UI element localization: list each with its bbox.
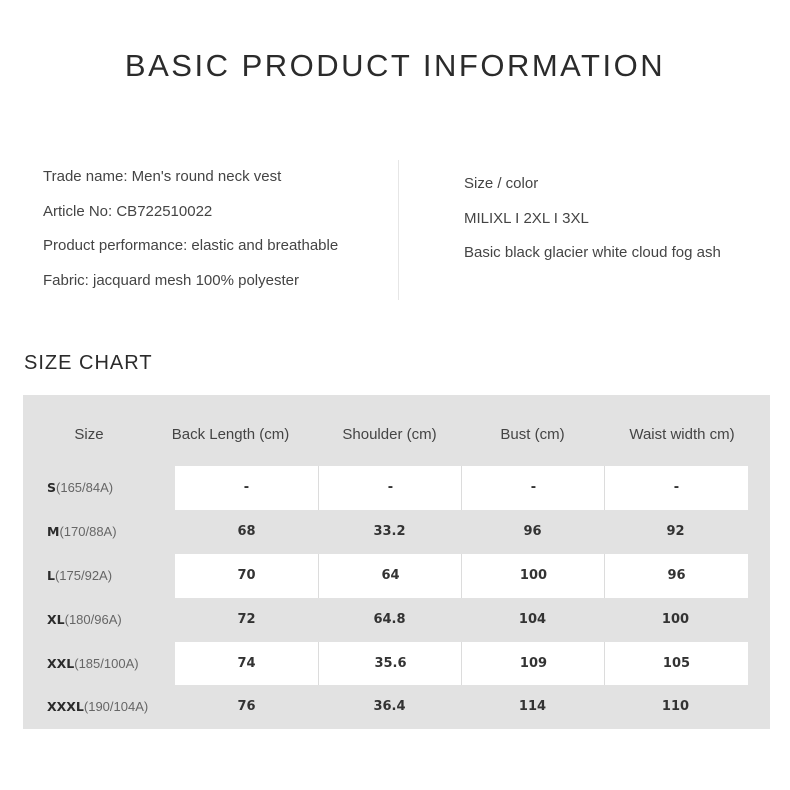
cell-bust: - (461, 466, 605, 510)
cell-waist-width: 105 (604, 642, 748, 686)
size-chart-title: SIZE CHART (24, 352, 153, 374)
product-info-left (43, 167, 383, 305)
cell-back-length: 70 (237, 568, 256, 583)
info-divider (398, 160, 399, 300)
size-spec: (180/96A) (64, 612, 122, 627)
cell-back-length: - (243, 480, 250, 495)
cell-bust: 109 (461, 642, 605, 686)
trade-name: Trade name: Men's round neck vest (43, 168, 282, 185)
table-row (175, 554, 748, 598)
product-info-right (464, 174, 784, 278)
header-size: Size (74, 426, 104, 443)
cell-bust: 104 (518, 612, 547, 627)
size-code: S (47, 480, 57, 495)
cell-bust: 100 (461, 554, 605, 598)
size-chart-table (23, 395, 770, 729)
cell-shoulder: 64 (318, 554, 462, 598)
size-label-l (47, 554, 112, 598)
size-code: XXXL (47, 699, 84, 714)
cell-back-length: 76 (237, 699, 256, 714)
cell-back-length: 72 (237, 612, 256, 627)
header-back-length: Back Length (cm) (171, 426, 290, 443)
article-number: Article No: CB722510022 (43, 202, 213, 220)
cell-waist-width: 96 (604, 554, 748, 598)
cell-shoulder: 36.4 (373, 699, 406, 714)
color-options: Basic black glacier white cloud fog ash (464, 244, 721, 261)
size-spec: (175/92A) (54, 568, 113, 583)
cell-bust: 114 (518, 699, 547, 714)
cell-waist-width: - (604, 466, 748, 510)
size-color-heading: Size / color (464, 175, 539, 192)
size-label-m (47, 510, 117, 554)
cell-back-length: 74 (237, 656, 256, 671)
cell-waist-width: 110 (661, 699, 690, 714)
table-row (175, 685, 748, 729)
size-label-xxxl (47, 685, 148, 729)
size-spec: (185/100A) (74, 656, 139, 671)
cell-shoulder: 35.6 (318, 642, 462, 686)
size-label-s (47, 466, 113, 510)
size-code: XXL (47, 656, 75, 671)
header-shoulder: Shoulder (cm) (342, 426, 437, 443)
product-performance: Product performance: elastic and breathable (43, 237, 339, 254)
fabric: Fabric: jacquard mesh 100% polyester (43, 271, 299, 289)
size-spec: (170/88A) (59, 524, 117, 539)
size-code: M (47, 524, 60, 539)
header-waist-width: Waist width cm) (629, 426, 735, 443)
size-spec: (165/84A) (56, 480, 114, 495)
table-row (175, 598, 748, 642)
cell-waist-width: 100 (661, 612, 690, 627)
size-code: XL (47, 612, 65, 627)
cell-shoulder: 64.8 (373, 612, 406, 627)
size-options: MILIXL I 2XL I 3XL (464, 209, 589, 227)
cell-shoulder: - (318, 466, 462, 510)
size-spec: (190/104A) (83, 699, 149, 714)
size-label-xxl (47, 642, 139, 686)
cell-bust: 96 (523, 524, 542, 539)
cell-back-length: 68 (237, 524, 256, 539)
table-row (175, 642, 748, 686)
cell-waist-width: 92 (666, 524, 685, 539)
header-bust: Bust (cm) (500, 426, 565, 443)
cell-shoulder: 33.2 (373, 524, 406, 539)
size-label-xl (47, 598, 122, 642)
size-code: L (47, 568, 55, 583)
table-row (175, 510, 748, 554)
page-title: BASIC PRODUCT INFORMATION (124, 48, 666, 83)
table-row (175, 466, 748, 510)
